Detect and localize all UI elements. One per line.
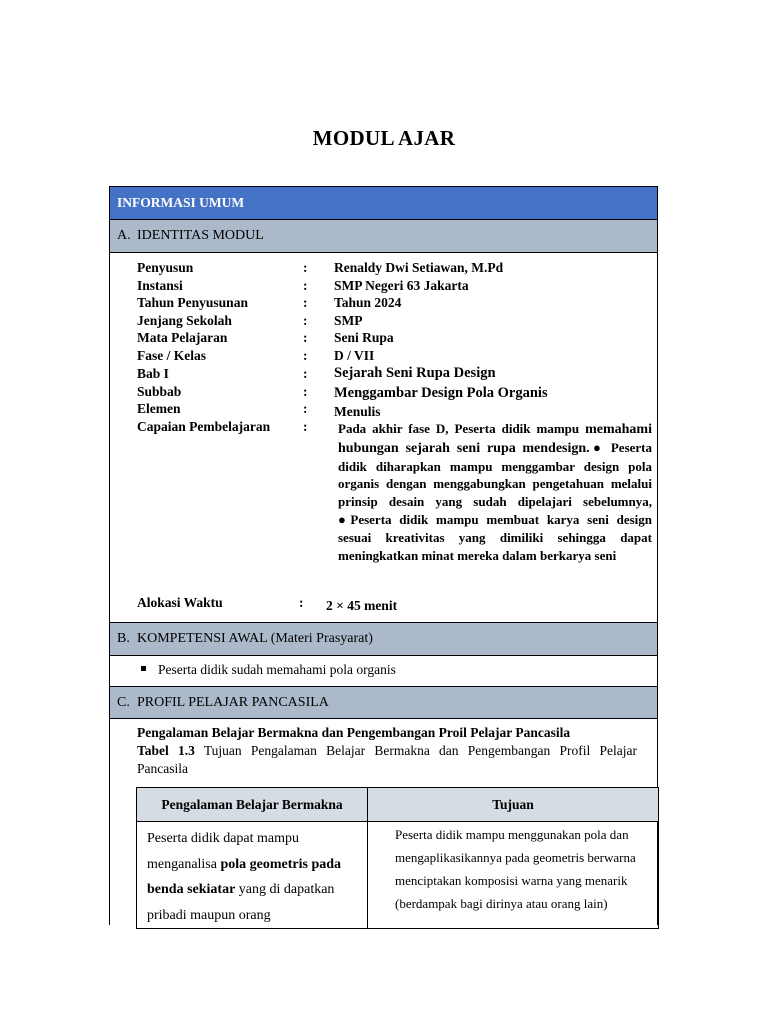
identity-value-instansi: SMP Negeri 63 Jakarta — [334, 278, 469, 293]
kompetensi-list-item — [141, 662, 396, 678]
table-row — [137, 822, 659, 929]
identity-colon: : — [303, 419, 308, 434]
identity-value-elemen: Menulis — [334, 404, 381, 419]
identity-label-penyusun: Penyusun — [137, 260, 194, 275]
identity-colon: : — [303, 260, 308, 275]
section-b-label: KOMPETENSI AWAL (Materi Prasyarat) — [137, 631, 373, 646]
identity-label-mapel: Mata Pelajaran — [137, 330, 228, 345]
section-kompetensi-awal — [109, 622, 658, 656]
section-informasi-umum — [109, 186, 658, 220]
identity-label-elemen: Elemen — [137, 401, 181, 416]
capaian-pembelajaran-text — [338, 420, 652, 564]
document-title: MODUL AJAR — [312, 126, 456, 150]
capaian-line-2: memahami hubungan sejarah seni rupa — [338, 422, 652, 456]
bullet-square-icon — [141, 666, 146, 671]
table-header-pengalaman: Pengalaman Belajar Bermakna — [137, 788, 368, 822]
table-header-tujuan: Tujuan — [368, 788, 659, 822]
identity-value-jenjang: SMP — [334, 313, 363, 328]
section-informasi-umum-label: INFORMASI UMUM — [117, 195, 245, 210]
table-caption-text: Tujuan Pengalaman Belajar Bermakna dan Pengembangan Profil Pelajar Pancasila — [137, 743, 637, 776]
section-c-label: PROFIL PELAJAR PANCASILA — [137, 694, 329, 710]
identity-colon: : — [303, 330, 308, 345]
pengalaman-text-post: yang di dapatkan pribadi maupun orang — [147, 882, 335, 923]
identity-label-instansi: Instansi — [137, 278, 183, 293]
alokasi-value: 2 × 45 menit — [326, 598, 398, 613]
table-caption-label: Tabel 1.3 — [137, 743, 195, 758]
capaian-line-1: Pada akhir fase D, Peserta didik mampu — [338, 421, 580, 436]
identity-colon: : — [303, 366, 308, 381]
identity-colon: : — [303, 348, 308, 363]
pengalaman-text-bold: pola geometris pada benda sekiatar — [147, 856, 342, 897]
table-caption — [137, 742, 637, 778]
identity-colon: : — [303, 278, 308, 293]
kompetensi-item-text: Peserta didik sudah memahami pola organis — [158, 662, 396, 677]
table-header-row — [137, 788, 659, 822]
identity-value-mapel: Seni Rupa — [334, 330, 394, 345]
identity-label-subbab: Subbab — [137, 384, 182, 399]
table-cell-tujuan: Peserta didik mampu menggunakan pola dan mengaplikasikannya pada geometris berwarna menciptakan komposisi warna yang menarik (berdampak bagi dirinya atau orang lain) — [368, 822, 659, 929]
capaian-line-3a: mendesign. — [522, 440, 590, 456]
identity-label-jenjang: Jenjang Sekolah — [137, 313, 232, 328]
section-c-number: C. — [117, 694, 130, 710]
section-b-number: B. — [117, 631, 130, 646]
identity-label-bab: Bab I — [137, 366, 169, 381]
identity-colon: : — [303, 401, 308, 416]
identity-label-tahun: Tahun Penyusunan — [137, 295, 248, 310]
identity-colon: : — [303, 295, 308, 310]
pengalaman-text-pre: Peserta didik dapat mampu menganalisa — [147, 831, 300, 872]
identity-value-fase: D / VII — [334, 348, 375, 363]
capaian-line-3b: ● Peserta didik diharapkan mampu menggambar design pola organis dengan menggabungkan pengetahuan melalui prinsip desain yang sudah dipelajari sebelumnya, ●Peserta didik mampu membuat karya seni design sesuai kreativitas yang dimiliki sehingga dapat meningkatkan minat mereka dalam berkarya seni — [338, 439, 652, 563]
identity-value-bab: Sejarah Seni Rupa Design — [334, 365, 496, 381]
identity-value-subbab: Menggambar Design Pola Organis — [334, 385, 548, 401]
identity-value-tahun: Tahun 2024 — [334, 295, 402, 310]
section-a-number: A. — [117, 228, 131, 243]
table-cell-pengalaman — [137, 822, 368, 929]
profil-table — [136, 787, 659, 929]
alokasi-label: Alokasi Waktu — [137, 595, 223, 610]
identity-colon: : — [303, 384, 308, 399]
alokasi-colon: : — [299, 595, 304, 610]
section-profil-pelajar — [109, 686, 658, 719]
identity-label-capaian: Capaian Pembelajaran — [137, 419, 271, 434]
section-a-label: IDENTITAS MODUL — [137, 228, 264, 243]
profil-subtitle: Pengalaman Belajar Bermakna dan Pengembangan Proil Pelajar Pancasila — [137, 725, 571, 740]
section-identitas-modul — [109, 219, 658, 253]
identity-value-penyusun: Renaldy Dwi Setiawan, M.Pd — [334, 260, 504, 275]
identity-label-fase: Fase / Kelas — [137, 348, 206, 363]
identity-colon: : — [303, 313, 308, 328]
